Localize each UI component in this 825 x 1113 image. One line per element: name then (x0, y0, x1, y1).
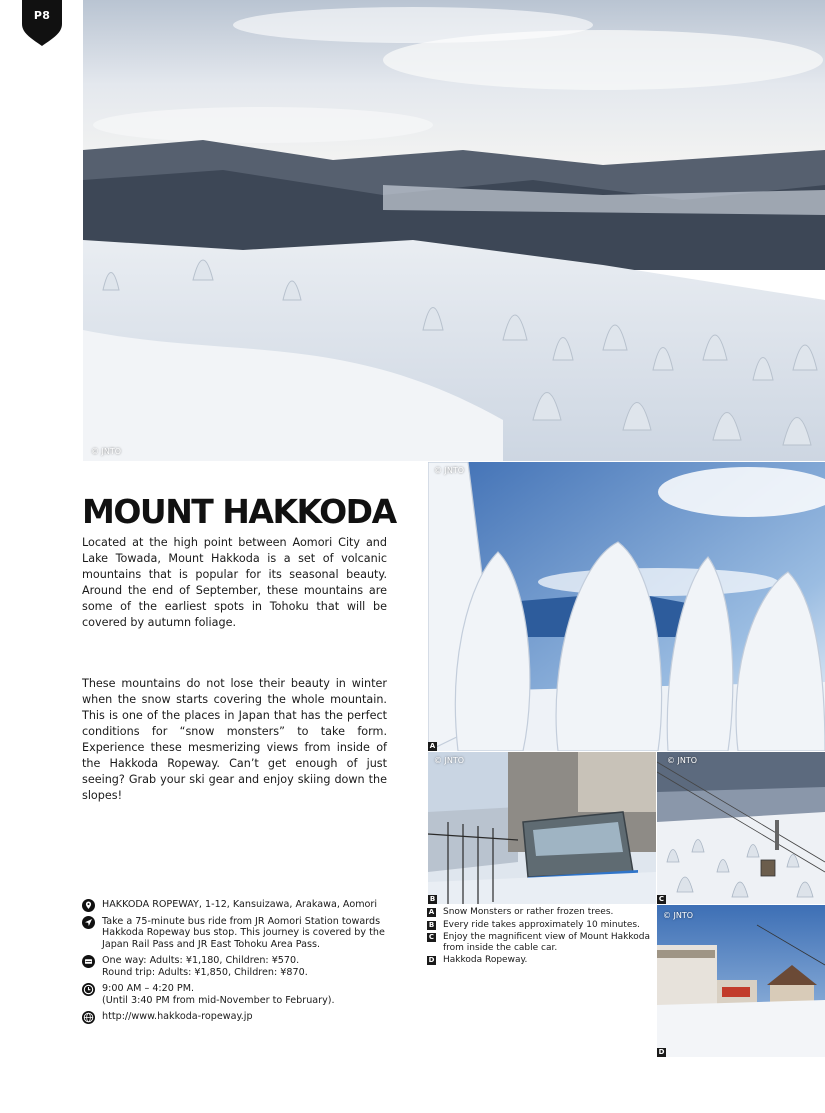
photo-letter-tag: C (658, 895, 665, 903)
photo-letter-tag: A (429, 742, 436, 750)
caption-letter: D (428, 956, 435, 964)
ticket-icon (82, 955, 95, 968)
caption-item (427, 907, 653, 918)
clock-icon (82, 983, 95, 996)
page-number: P8 (33, 9, 51, 22)
photo-b-ropeway-cabin (428, 752, 656, 904)
info-access (82, 916, 402, 951)
info-address (82, 899, 402, 911)
photo-credit: © JNTO (91, 447, 122, 456)
address-text: HAKKODA ROPEWAY, 1-12, Kansuizawa, Arakawa, Aomori (102, 899, 378, 910)
caption-item (427, 955, 653, 966)
hours-note: (Until 3:40 PM from mid-November to February). (102, 994, 335, 1006)
caption-text: Hakkoda Ropeway. (443, 955, 528, 965)
hours-text: 9:00 AM – 4:20 PM. (102, 983, 195, 994)
caption-letter: B (428, 920, 435, 929)
caption-letter: A (428, 908, 435, 916)
photo-letter-tag: D (658, 1048, 665, 1056)
photo-credit: © JNTO (663, 911, 694, 920)
globe-icon (82, 1011, 95, 1024)
info-hours (82, 983, 402, 1006)
photo-d-ropeway-station (657, 905, 825, 1057)
location-pin-icon (82, 899, 95, 912)
info-fare (82, 955, 402, 978)
caption-item (427, 932, 653, 953)
map-pin-shape (22, 0, 62, 46)
photo-c-cable-car-view (657, 752, 825, 904)
info-website[interactable] (82, 1011, 402, 1023)
caption-text: Every ride takes approximately 10 minutes. (443, 919, 640, 930)
photo-credit: © JNTO (434, 466, 465, 475)
caption-item (427, 920, 653, 931)
page-number-badge (22, 0, 62, 46)
photo-captions (427, 907, 653, 968)
article-paragraph: Located at the high point between Aomori City and Lake Towada, Mount Hakkoda is a set of volcanic mountains that is popular for its seasonal beauty. Around the end of September, these mountains are some of the earliest spots in Tohoku that will be covered by autumn foliage. (82, 536, 387, 629)
photo-credit: © JNTO (434, 756, 465, 765)
photo-letter-tag: B (429, 895, 436, 903)
article-paragraph: These mountains do not lose their beauty in winter when the snow starts covering the whole mountain. This is one of the places in Japan that has the perfect conditions for “snow monsters” to take form. Experience these mesmerizing views from inside of the Hakkoda Ropeway. Can’t get enough of just seeing? Grab your ski gear and enjoy skiing down the slopes! (82, 677, 387, 802)
info-list (82, 899, 402, 1028)
access-text: Take a 75-minute bus ride from JR Aomori Station towards Hakkoda Ropeway bus stop. This journey is covered by the Japan Rail Pass and JR East Tohoku Area Pass. (102, 915, 385, 950)
website-link[interactable]: http://www.hakkoda-ropeway.jp (102, 1011, 253, 1022)
caption-text: Snow Monsters or rather frozen trees. (443, 907, 614, 917)
fare-one-way: One way: Adults: ¥1,180, Children: ¥570. (102, 955, 300, 966)
caption-text: Enjoy the magnificent view of Mount Hakkoda from inside the cable car. (443, 932, 650, 953)
article-title: MOUNT HAKKODA (82, 492, 396, 531)
hero-photo-snowy-landscape (83, 0, 825, 461)
fare-round-trip: Round trip: Adults: ¥1,850, Children: ¥870. (102, 966, 308, 978)
caption-letter: C (428, 933, 435, 941)
photo-a-snow-monsters (428, 462, 825, 751)
photo-credit: © JNTO (667, 756, 698, 765)
navigation-arrow-icon (82, 916, 95, 929)
